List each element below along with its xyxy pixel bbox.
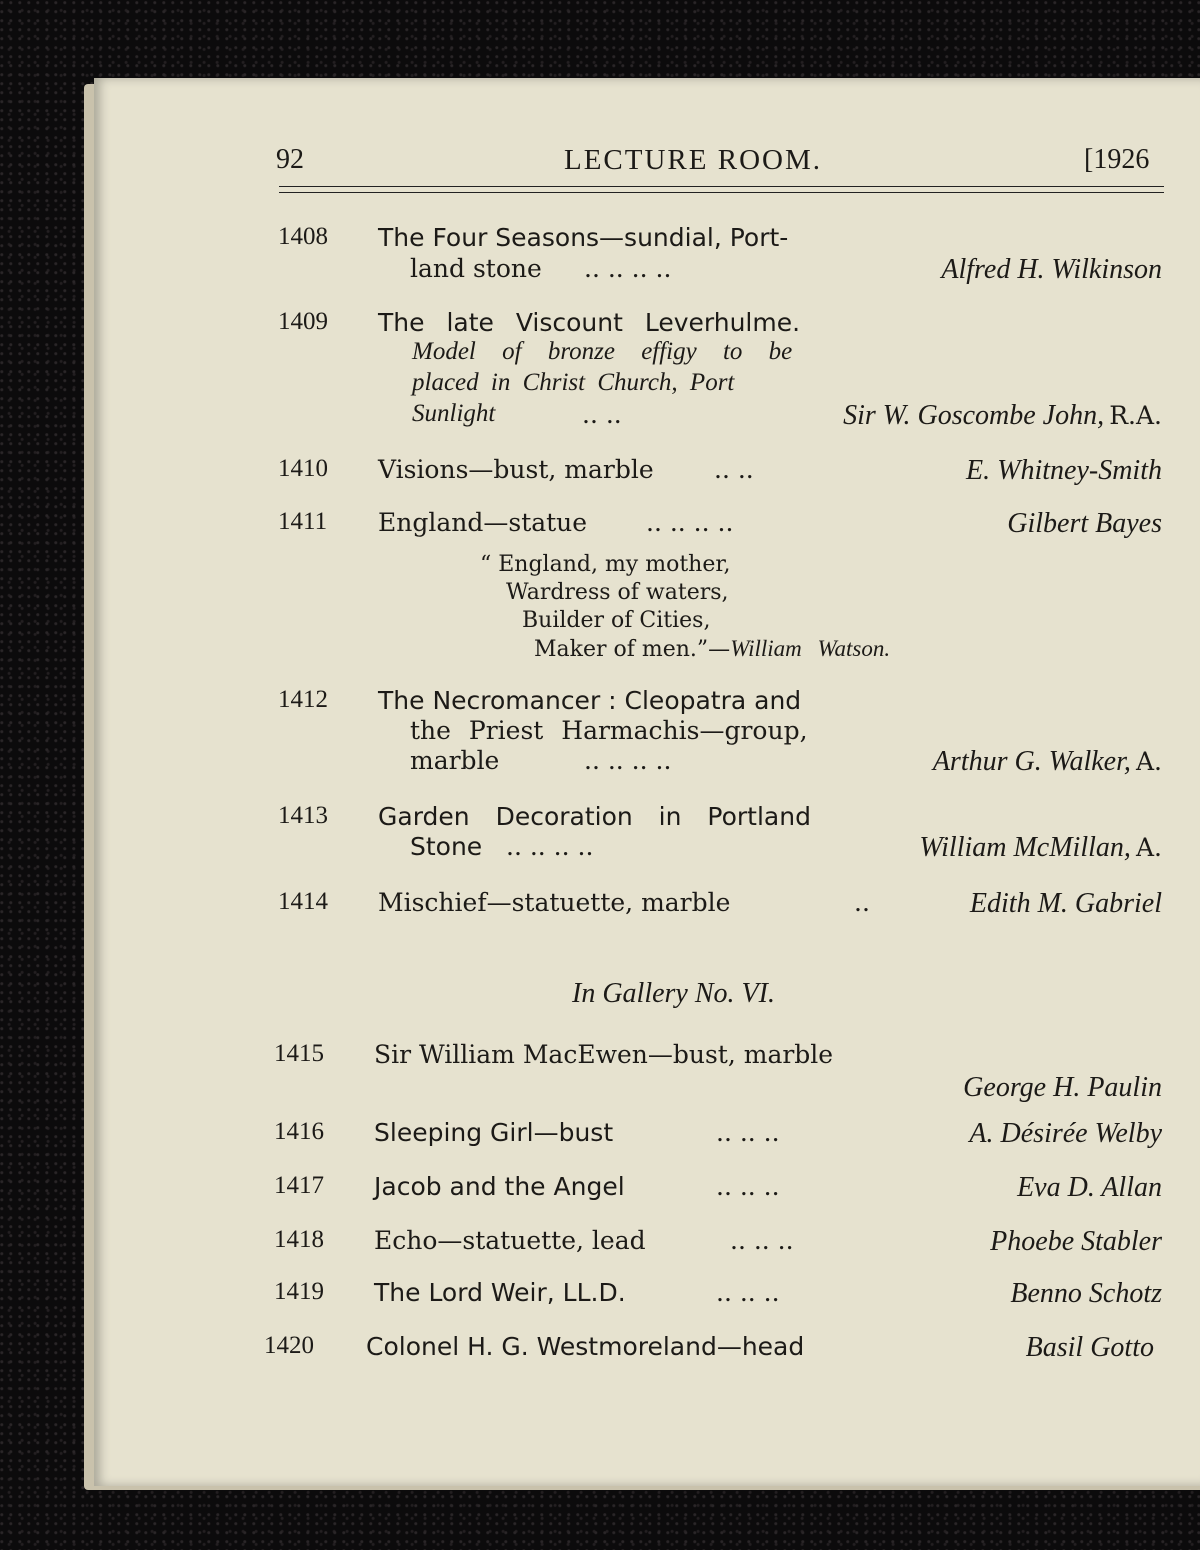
artist-name: Gilbert Bayes (1007, 508, 1162, 539)
entry-title-line: The Lord Weir, LL.D. (374, 1278, 626, 1307)
entry-number: 1409 (278, 308, 328, 335)
artist-credit (933, 746, 1162, 778)
entry-number: 1417 (274, 1172, 324, 1199)
entry-title-line: The Necromancer : Cleopatra and (378, 686, 802, 715)
entry-title-line: the Priest Harmachis—group, (410, 716, 808, 745)
artist-credit (843, 400, 1162, 432)
entry-title-line: The Four Seasons—sundial, Port- (378, 223, 789, 252)
entry-number: 1415 (274, 1040, 324, 1067)
quote-last-line (534, 636, 890, 662)
leader-dots: .. .. .. (716, 1278, 780, 1307)
artist-credit (919, 832, 1162, 864)
header-rule-top (279, 186, 1164, 187)
artist-name: Phoebe Stabler (990, 1226, 1162, 1257)
book-page (94, 78, 1200, 1486)
entry-number: 1414 (278, 888, 328, 915)
leader-dots: .. .. .. .. (584, 254, 672, 283)
entry-title-line: Echo—statuette, lead (374, 1226, 646, 1255)
quote-line: “ England, my mother, (480, 552, 731, 577)
entry-title-line: England—statue (378, 508, 588, 537)
leader-dots: .. .. .. (730, 1226, 794, 1255)
entry-title-line: Garden Decoration in Portland (378, 802, 811, 831)
artist-name: George H. Paulin (963, 1072, 1162, 1103)
section-heading: In Gallery No. VI. (572, 978, 775, 1009)
leader-dots: .. (854, 888, 870, 917)
artist-name: Edith M. Gabriel (969, 888, 1162, 919)
entry-title-line: Mischief—statuette, marble (378, 888, 731, 917)
entry-description-line: Model of bronze effigy to be (412, 338, 793, 365)
artist-name: Basil Gotto (1025, 1332, 1154, 1363)
entry-title-line: Sir William MacEwen—bust, marble (374, 1040, 834, 1069)
entry-title-line: Jacob and the Angel (374, 1172, 625, 1201)
entry-number: 1418 (274, 1226, 324, 1253)
quote-line: Builder of Cities, (522, 608, 711, 633)
entry-number: 1416 (274, 1118, 324, 1145)
artist-name: A. Désirée Welby (969, 1118, 1162, 1149)
entry-title-line: The late Viscount Leverhulme. (378, 308, 801, 337)
entry-description-line: Sunlight (412, 400, 496, 427)
page-title: LECTURE ROOM. (564, 144, 822, 176)
leader-dots: .. .. .. .. (584, 746, 672, 775)
leader-dots: .. .. .. .. (646, 508, 734, 537)
entry-number: 1413 (278, 802, 328, 829)
quote-author: William Watson. (730, 636, 891, 661)
year-label: [1926 (1084, 144, 1150, 175)
entry-number: 1408 (278, 223, 328, 250)
entry-title-line: Stone (410, 832, 483, 861)
entry-title-line: marble (410, 746, 500, 775)
leader-dots: .. .. (582, 400, 622, 429)
entry-number: 1411 (278, 508, 328, 535)
leader-dots: .. .. .. (716, 1172, 780, 1201)
entry-description-line: placed in Christ Church, Port (412, 369, 735, 396)
entry-title-line: Visions—bust, marble (378, 455, 654, 484)
quote-line: Wardress of waters, (506, 580, 729, 605)
entry-number: 1412 (278, 686, 328, 713)
entry-title-line: land stone (410, 254, 542, 283)
leader-dots: .. .. (714, 455, 754, 484)
artist-name: E. Whitney-Smith (966, 455, 1162, 486)
artist-name: Benno Schotz (1010, 1278, 1162, 1309)
artist-honour: R.A. (1109, 401, 1162, 430)
entry-number: 1410 (278, 455, 328, 482)
entry-title-line: Sleeping Girl—bust (374, 1118, 614, 1147)
artist-name: Arthur G. Walker, (932, 746, 1131, 777)
quote-line: Maker of men.”— (534, 637, 731, 662)
leader-dots: .. .. .. (716, 1118, 780, 1147)
artist-name: Sir W. Goscombe John, (843, 400, 1105, 431)
artist-name: Alfred H. Wilkinson (941, 254, 1162, 285)
artist-honour: A. (1135, 833, 1162, 862)
leader-dots: .. .. .. .. (506, 832, 594, 861)
page-number: 92 (276, 144, 304, 175)
artist-name: William McMillan, (919, 832, 1131, 863)
artist-name: Eva D. Allan (1017, 1172, 1162, 1203)
header-rule-bottom (279, 192, 1164, 193)
entry-number: 1420 (264, 1332, 314, 1359)
entry-number: 1419 (274, 1278, 324, 1305)
artist-honour: A. (1135, 747, 1162, 776)
entry-title-line: Colonel H. G. Westmoreland—head (366, 1332, 805, 1361)
